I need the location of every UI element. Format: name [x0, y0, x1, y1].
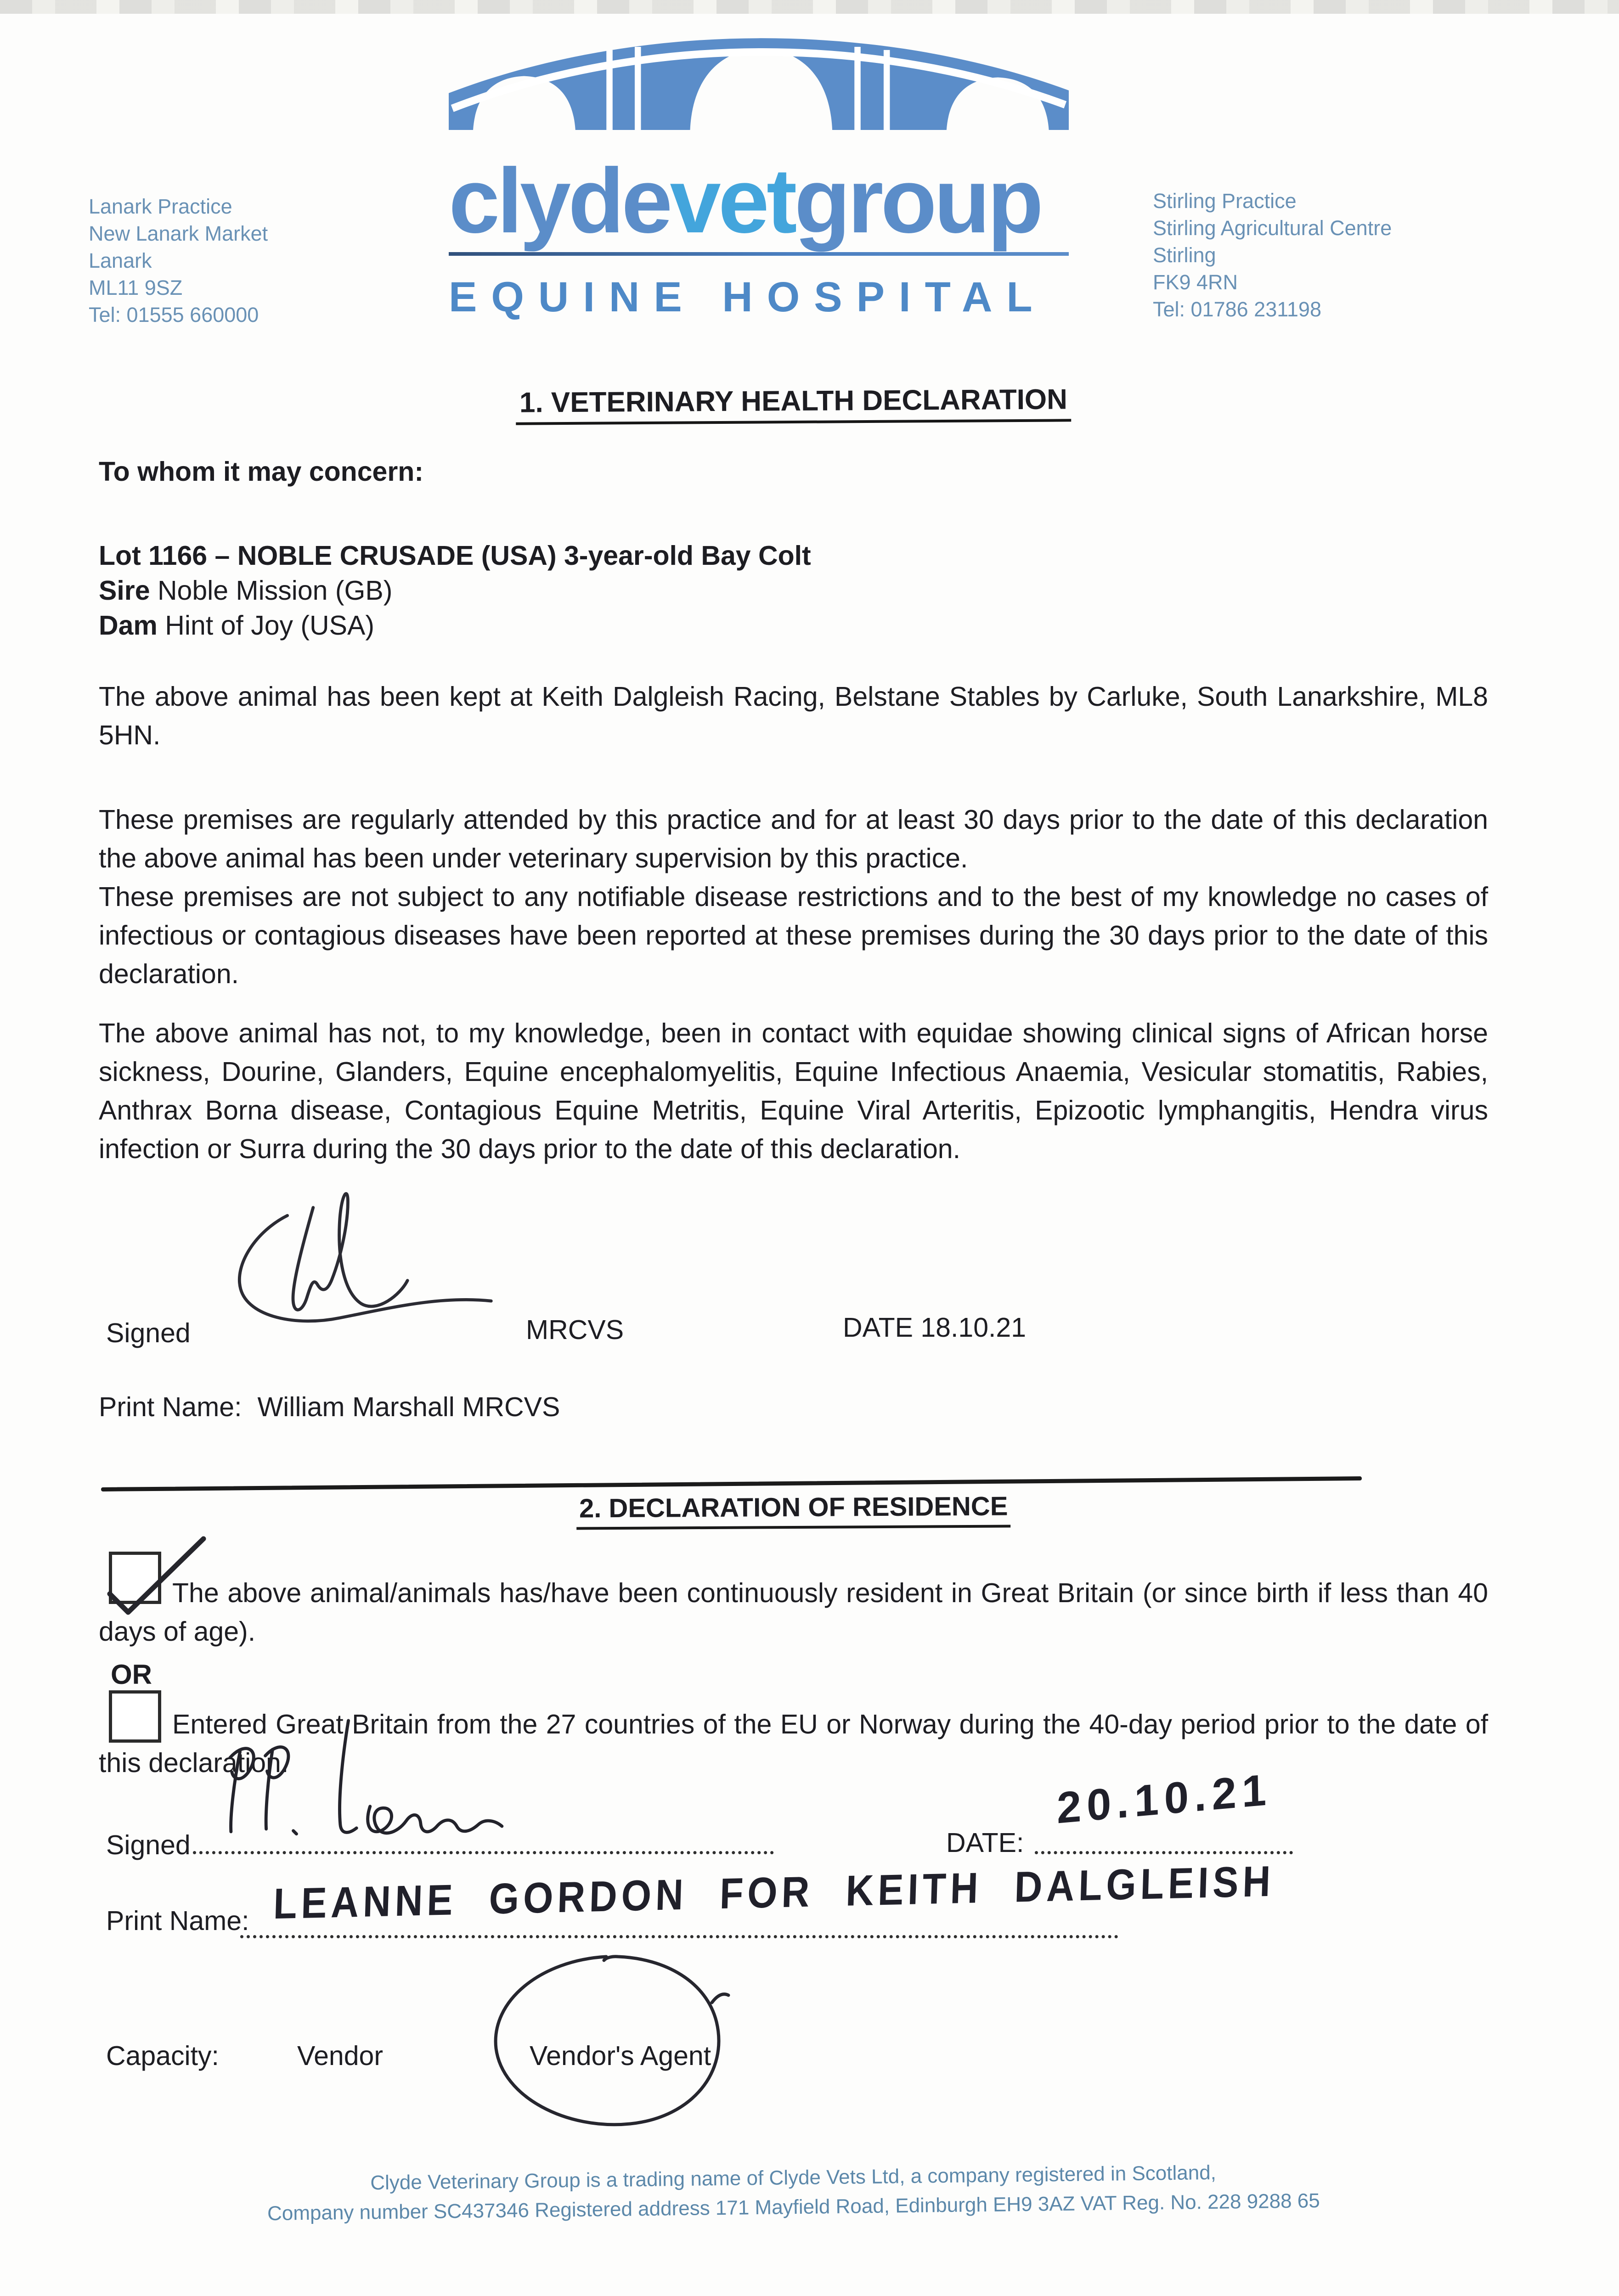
wordmark-clyde: clyde — [449, 150, 670, 252]
print-name-fill-line[interactable] — [240, 1935, 1118, 1938]
paragraph-premises-2: These premises are not subject to any notifiable disease restrictions and to the best of my knowledge no cases of infectious or contagious diseases have been reported at these premises during the 30 days prior to the date of this declaration. — [99, 882, 1488, 989]
section-divider-line — [101, 1476, 1362, 1491]
signature-fill-line[interactable] — [193, 1851, 774, 1854]
animal-details — [99, 538, 1488, 643]
agent-print-name-block — [99, 1857, 1488, 1989]
address-line: Tel: 01555 660000 — [89, 303, 259, 326]
section2-title: 2. DECLARATION OF RESIDENCE — [576, 1491, 1011, 1530]
residence-option-resident — [99, 1574, 1488, 1651]
hand-drawn-circle-icon — [464, 1947, 751, 2142]
salutation: To whom it may concern: — [99, 456, 423, 487]
agent-signature-icon — [202, 1718, 524, 1853]
dam-line — [99, 608, 1488, 643]
capacity-block — [99, 1989, 1488, 2163]
stirling-practice-address — [1153, 187, 1392, 323]
address-line: ML11 9SZ — [89, 276, 183, 299]
address-line: Lanark — [89, 249, 152, 272]
bridge-logo-icon — [449, 27, 1069, 130]
paragraph-premises — [99, 800, 1488, 993]
sire-line — [99, 573, 1488, 608]
address-line: Stirling Agricultural Centre — [1153, 216, 1392, 240]
capacity-label: Capacity: — [106, 2041, 219, 2071]
sire-label: Sire — [99, 575, 150, 606]
paragraph-kept-at: The above animal has been kept at Keith Dalgleish Racing, Belstane Stables by Carluke, South Lanarkshire, ML8 5HN. — [99, 681, 1488, 750]
vet-signature-block — [99, 1168, 1488, 1384]
paragraph-disease-contact: The above animal has not, to my knowledge, been in contact with equidae showing clinical signs of African horse sickness, Dourine, Glanders, Equine encephalomyelitis, Equine Infectious Anaemia, Vesicular stomatitis, Rabies, Anthrax Borna disease, Contagious Equine Metritis, Equine Viral Arteritis, Epizootic lymphangitis, Hendra virus infection or Surra during the 30 days prior to the date of this declaration. — [99, 1018, 1488, 1164]
footer-line-1: Clyde Veterinary Group is a trading name of Clyde Vets Ltd, a company registered in Scotland, — [370, 2161, 1217, 2195]
vet-print-name-value: William Marshall MRCVS — [257, 1392, 560, 1422]
address-line: New Lanark Market — [89, 222, 268, 245]
handwritten-print-name: LEANNE GORDON FOR KEITH DALGLEISH — [272, 1857, 1275, 1928]
checkmark-icon — [103, 1531, 218, 1629]
address-line: Tel: 01786 231198 — [1153, 298, 1321, 321]
sire-value: Noble Mission (GB) — [157, 575, 393, 606]
company-registration-footer — [98, 2155, 1488, 2231]
scan-edge-artifact — [0, 0, 1619, 14]
section1-heading-wrap — [99, 385, 1488, 423]
handwritten-date: 20.10.21 — [1056, 1765, 1272, 1833]
dam-value: Hint of Joy (USA) — [165, 610, 375, 641]
section1-title: 1. VETERINARY HEALTH DECLARATION — [516, 383, 1071, 425]
logo-wordmark — [449, 150, 1069, 252]
letterhead — [89, 13, 1488, 350]
date-label: DATE: — [946, 1828, 1024, 1858]
footer-line-2: Company number SC437346 Registered address 171 Mayfield Road, Edinburgh EH9 3AZ VAT Reg. No. 228 9288 65 — [267, 2189, 1320, 2225]
entered-checkbox[interactable] — [109, 1690, 161, 1743]
or-label: OR — [111, 1659, 152, 1690]
signed-label: Signed — [106, 1318, 191, 1348]
date-fill-line[interactable] — [1035, 1851, 1293, 1854]
dam-label: Dam — [99, 610, 158, 641]
address-line: Stirling Practice — [1153, 189, 1297, 213]
entered-option-text: Entered Great Britain from the 27 countries of the EU or Norway during the 40-day period prior to the date of this declaration. — [99, 1709, 1488, 1778]
vet-date: DATE 18.10.21 — [843, 1312, 1027, 1343]
paragraph-premises-1: These premises are regularly attended by this practice and for at least 30 days prior to the date of this declaration the above animal has been under veterinary supervision by this practice. — [99, 805, 1488, 873]
address-line: Stirling — [1153, 243, 1216, 267]
lanark-practice-address — [89, 193, 268, 328]
vet-signature-icon — [220, 1189, 514, 1331]
capacity-option-vendor[interactable]: Vendor — [297, 2041, 383, 2071]
section2-heading-wrap — [99, 1491, 1488, 1529]
resident-option-text: The above animal/animals has/have been continuously resident in Great Britain (or since birth if less than 40 days of age). — [99, 1578, 1488, 1647]
clyde-vet-group-logo — [449, 27, 1069, 321]
signed-label: Signed — [106, 1830, 191, 1860]
wordmark-group: group — [794, 150, 1041, 252]
print-name-label: Print Name: — [106, 1906, 249, 1936]
wordmark-vet: vet — [670, 150, 795, 252]
logo-subtitle: EQUINE HOSPITAL — [449, 274, 1047, 321]
qualification-label: MRCVS — [526, 1315, 624, 1345]
print-name-label: Print Name: — [99, 1392, 242, 1422]
logo-rule — [449, 252, 1069, 256]
lot-line: Lot 1166 – NOBLE CRUSADE (USA) 3-year-old Bay Colt — [99, 540, 811, 571]
address-line: Lanark Practice — [89, 195, 232, 218]
capacity-option-vendors-agent[interactable]: Vendor's Agent — [530, 2041, 711, 2071]
address-line: FK9 4RN — [1153, 270, 1238, 294]
vet-print-name-row — [99, 1389, 1488, 1425]
